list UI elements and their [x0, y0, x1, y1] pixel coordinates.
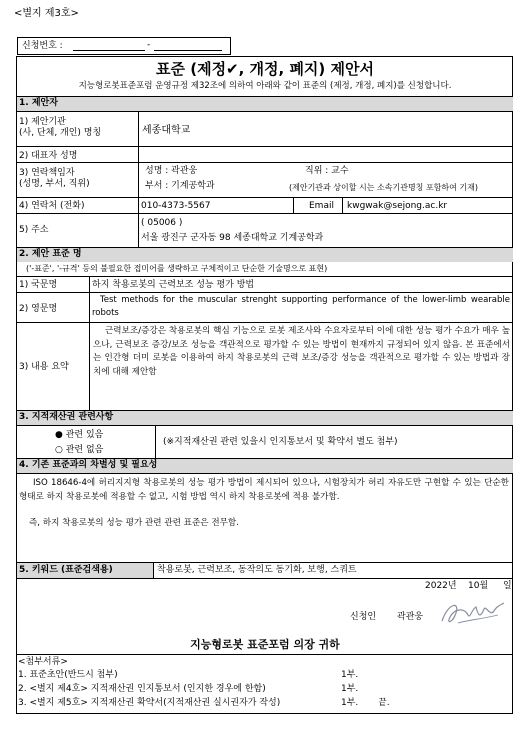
en-name-label: 2) 영문명 [19, 304, 58, 314]
attachment-item-2-count: 1부. [341, 684, 359, 694]
annex-label: <별지 제3호> [14, 8, 79, 19]
contact-label: 3) 연락책임자 (성명, 부서, 직위) [19, 168, 90, 189]
application-number-line-1 [73, 50, 145, 51]
section4-paragraph-2: 즉, 하지 착용로봇의 성능 평가 관련 관련 표준은 전무함. [29, 518, 239, 528]
keywords-value: 착용로봇, 근력보조, 동작의도 동기화, 보행, 스쿼트 [157, 565, 357, 575]
attachment-item-3-count: 1부. [341, 698, 359, 708]
ip-related-yes[interactable]: ● 관련 있음 [55, 430, 104, 440]
section2-note: ('-표준', '-규격' 등의 불필요한 접미어를 생략하고 구체적이고 단순한 기술명으로 표현) [26, 264, 328, 273]
ip-related-no[interactable]: ○ 관련 없음 [55, 445, 104, 455]
contact-position: 직위 : 교수 [305, 166, 349, 176]
attachments-header: <첨부서류> [18, 657, 68, 667]
summary-value: 근력보조/증강은 착용로봇의 핵심 기능으로 로봇 제조사와 수요자로부터 이에 대한 성능 평가 수요가 매우 높으나, 근력보조 증강/보조 성능을 객관적으로 평가할 수 있는 방법이 현재까지 규정되어 있지 않음. 본 표준에서는 인간형 더미 로봇을 이용하여 하지 착용로봇의 근력 보조/증강 성능을 객관적으로 평가할 수 있는 방법과 장치에 대해 제안함 [93, 326, 510, 377]
application-number-label: 신청번호 : [22, 41, 63, 51]
ip-note: (※지적재산권 관련 있을시 인지통보서 및 확약서 별도 첨부) [163, 437, 398, 447]
applicant-label: 신청인 [350, 612, 377, 622]
address-zip: ( 05006 ) [141, 218, 183, 228]
attachment-item-2: 2. <별지 제4호> 지적재산권 인지통보서 (인지한 경우에 한함) [18, 684, 266, 694]
date-month: 10월 [468, 581, 489, 591]
attachment-item-1-count: 1부. [341, 670, 359, 680]
date-day: 일 [503, 581, 512, 591]
email-value: kwgwak@sejong.ac.kr [347, 201, 448, 211]
kr-name-label: 1) 국문명 [19, 280, 58, 290]
contact-dept: 부서 : 기계공학과 [145, 181, 215, 191]
application-number-dash: - [147, 40, 151, 50]
section1-header: 1. 제안자 [17, 97, 513, 111]
rep-label: 2) 대표자 성명 [19, 151, 78, 161]
applicant-name: 곽관웅 [397, 612, 424, 622]
addressee: 지능형로봇 표준포럼 의장 귀하 [190, 638, 340, 651]
attachment-item-3: 3. <별지 제5호> 지적재산권 확약서(지적재산권 실시권자가 작성) [18, 698, 281, 708]
attachment-end-mark: 끝. [378, 698, 390, 708]
application-number-box [17, 37, 231, 55]
section2-header: 2. 제안 표준 명 [17, 248, 513, 262]
form-intro: 지능형로봇표준포럼 운영규정 제32조에 의하여 아래와 같이 표준의 (제정, 개정, 폐지)를 신청합니다. [78, 81, 452, 91]
summary-label: 3) 내용 요약 [19, 362, 69, 372]
phone-value: 010-4373-5567 [141, 201, 211, 211]
address-value: 서울 광진구 군자동 98 세종대학교 기계공학과 [141, 233, 324, 243]
kr-name-value: 하지 착용로봇의 근력보조 성능 평가 방법 [92, 280, 255, 290]
contact-name: 성명 : 곽관웅 [145, 166, 198, 176]
org-value: 세종대학교 [142, 125, 191, 136]
date-year: 2022년 [425, 581, 457, 591]
signature-icon [438, 595, 508, 631]
email-label: Email [309, 201, 334, 211]
form-title: 표준 (제정✔, 개정, 폐지) 제안서 [156, 60, 374, 78]
attachment-item-1: 1. 표준초안(반드시 첨부) [18, 670, 118, 680]
en-name-value: Test methods for the muscular strenght supporting performance of the lower-limb wearable robots [92, 295, 510, 318]
section4-paragraph-1: ISO 18646-4에 허리지지형 착용로봇의 성능 평가 방법이 제시되어 있으나, 시험장치가 허리 자유도만 구현할 수 있는 단순한 형태로 하지 착용로봇에 적용할 수 없고, 시험 방법 역시 하지 착용로봇에 적용 불가함. [19, 478, 509, 502]
section4-header: 4. 기존 표준과의 차별성 및 필요성 [17, 459, 513, 473]
org-label: 1) 제안기관 (사, 단체, 개인) 명칭 [19, 117, 102, 138]
phone-label: 4) 연락처 (전화) [19, 201, 85, 211]
section3-header: 3. 지적재산권 관련사항 [17, 411, 513, 425]
address-label: 5) 주소 [19, 225, 49, 235]
section5-header: 5. 키워드 (표준검색용) [17, 563, 153, 578]
application-number-line-2 [154, 50, 222, 51]
contact-dept-note: (제안기관과 상이할 시는 소속기관명칭 포함하여 기재) [289, 183, 478, 192]
